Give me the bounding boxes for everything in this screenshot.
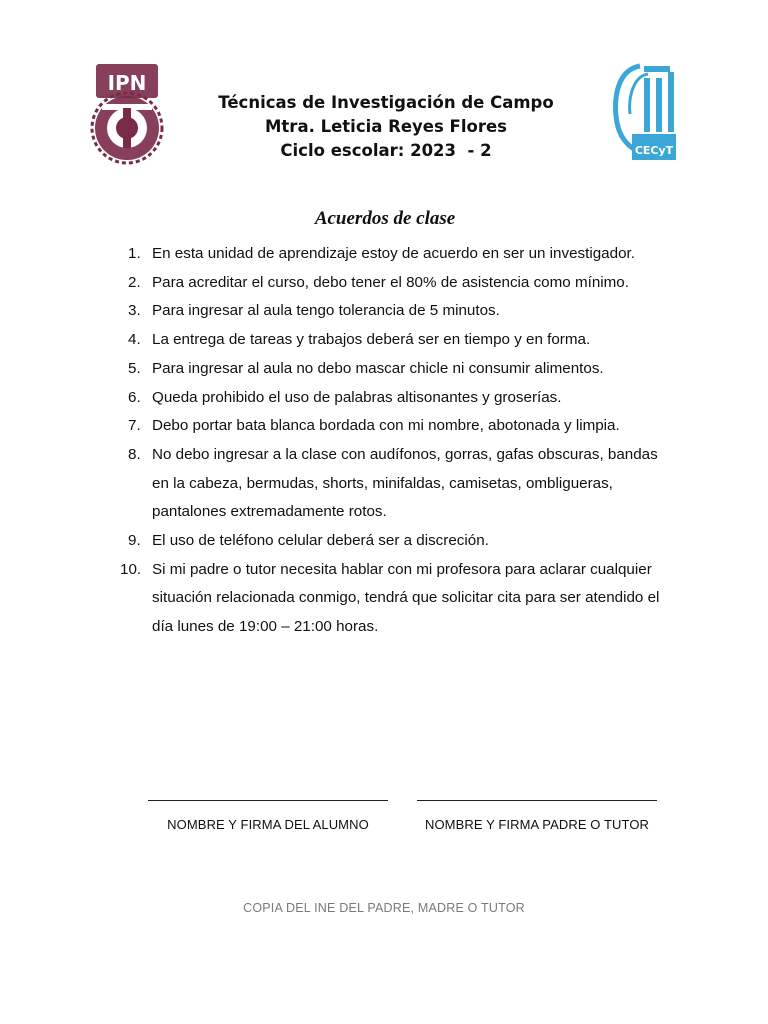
item-text: El uso de teléfono celular deberá ser a discreción. bbox=[152, 532, 489, 550]
item-text: Queda prohibido el uso de palabras altisonantes y groserías. bbox=[152, 388, 562, 406]
list-item bbox=[120, 384, 660, 413]
list-item bbox=[120, 326, 660, 355]
item-number: 9. bbox=[128, 532, 141, 550]
student-signature-block bbox=[143, 786, 393, 832]
item-number: 8. bbox=[128, 445, 141, 463]
agreements-list bbox=[120, 240, 660, 642]
ine-copy-note: COPIA DEL INE DEL PADRE, MADRE O TUTOR bbox=[243, 901, 525, 915]
list-item bbox=[120, 556, 660, 642]
item-number: 10. bbox=[120, 560, 142, 578]
signature-line bbox=[417, 800, 657, 801]
signature-line bbox=[148, 800, 388, 801]
teacher-name: Mtra. Leticia Reyes Flores bbox=[265, 117, 507, 136]
item-number: 6. bbox=[128, 388, 141, 406]
document-header bbox=[200, 91, 572, 163]
cecyt-logo bbox=[610, 56, 680, 166]
item-text: La entrega de tareas y trabajos deberá ser en tiempo y en forma. bbox=[152, 331, 591, 349]
list-item bbox=[120, 441, 660, 527]
item-text: Para acreditar el curso, debo tener el 80% de asistencia como mínimo. bbox=[152, 273, 629, 291]
item-text: Para ingresar al aula tengo tolerancia de 5 minutos. bbox=[152, 302, 500, 320]
item-text: No debo ingresar a la clase con audífonos, gorras, gafas obscuras, bandas en la cabeza, bermudas, shorts, minifaldas, camisetas, ombligueras, pantalones extremadamente rotos. bbox=[152, 445, 658, 521]
ipn-logo bbox=[90, 56, 164, 166]
item-number: 3. bbox=[128, 302, 141, 320]
guardian-signature-block bbox=[412, 786, 662, 832]
item-text: Si mi padre o tutor necesita hablar con mi profesora para aclarar cualquier situación relacionada conmigo, tendrá que solicitar cita para ser atendido el día lunes de 19:00 – 21:00 horas. bbox=[152, 560, 660, 636]
item-number: 5. bbox=[128, 359, 141, 377]
course-title: Técnicas de Investigación de Campo bbox=[218, 93, 554, 112]
list-item bbox=[120, 269, 660, 298]
item-number: 1. bbox=[128, 245, 141, 262]
student-signature-label: NOMBRE Y FIRMA DEL ALUMNO bbox=[167, 817, 369, 832]
item-number: 7. bbox=[128, 417, 141, 435]
list-item bbox=[120, 412, 660, 441]
item-text: En esta unidad de aprendizaje estoy de acuerdo en ser un investigador. bbox=[152, 245, 635, 262]
ipn-logo-text: IPN bbox=[107, 71, 147, 95]
item-number: 2. bbox=[128, 273, 141, 291]
cecyt-logo-text: CECyT bbox=[634, 144, 674, 157]
list-item bbox=[120, 240, 660, 269]
item-text: Para ingresar al aula no debo mascar chicle ni consumir alimentos. bbox=[152, 359, 604, 377]
list-item bbox=[120, 297, 660, 326]
item-text: Debo portar bata blanca bordada con mi nombre, abotonada y limpia. bbox=[152, 417, 620, 435]
guardian-signature-label: NOMBRE Y FIRMA PADRE O TUTOR bbox=[424, 817, 650, 832]
section-title: Acuerdos de clase bbox=[314, 208, 456, 229]
school-cycle: Ciclo escolar: 2023 - 2 bbox=[280, 141, 492, 160]
list-item bbox=[120, 527, 660, 556]
item-number: 4. bbox=[128, 331, 141, 349]
list-item bbox=[120, 355, 660, 384]
